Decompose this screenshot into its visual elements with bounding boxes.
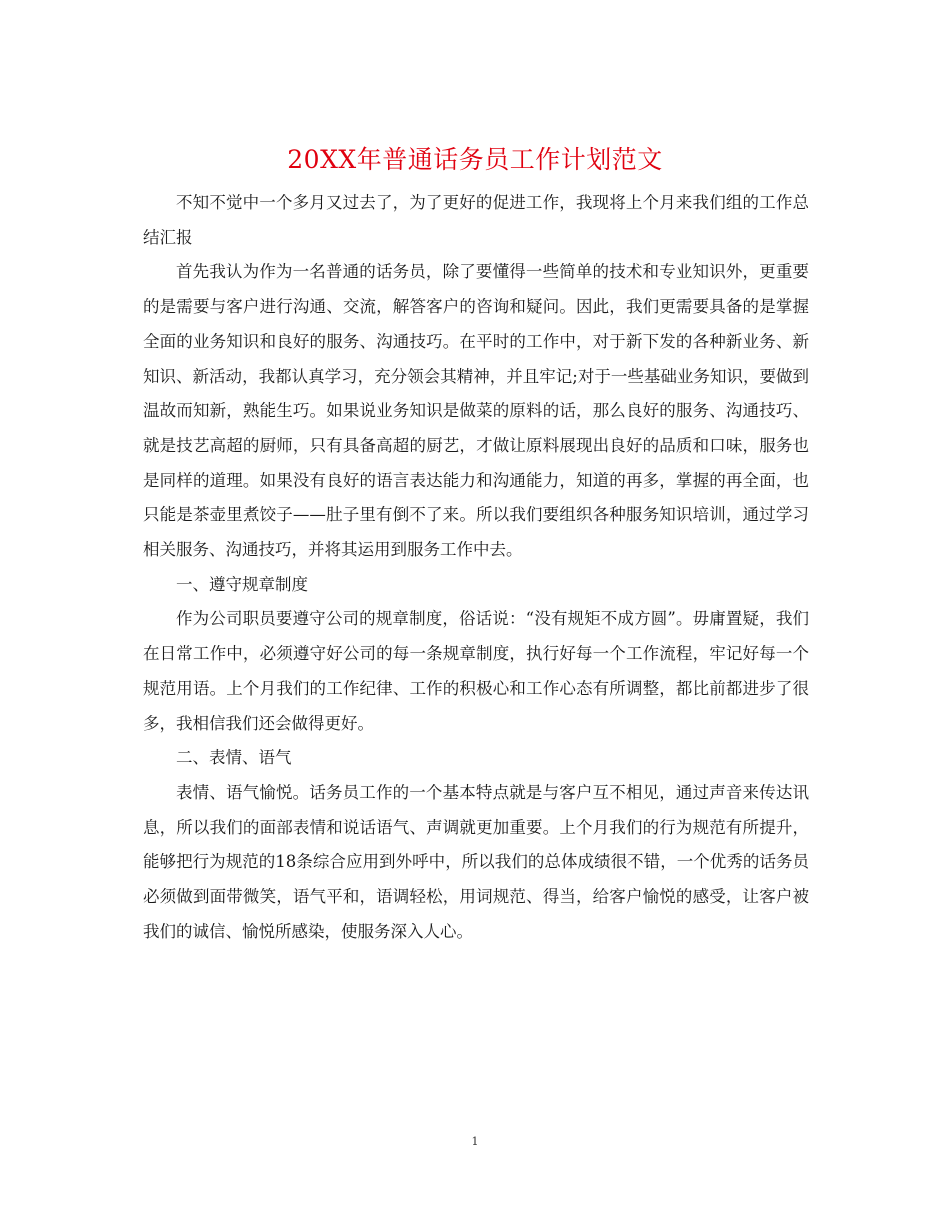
section-heading-rules: 一、遵守规章制度	[176, 574, 308, 594]
document-body	[143, 186, 809, 949]
document-title: 20XX年普通话务员工作计划范文	[287, 145, 663, 174]
page-number: 1	[471, 1135, 479, 1148]
paragraph-intro: 不知不觉中一个多月又过去了，为了更好的促进工作，我现将上个月来我们组的工作总结汇报	[143, 193, 809, 247]
paragraph-communication-skills: 首先我认为作为一名普通的话务员，除了要懂得一些简单的技术和专业知识外，更重要的是需要与客户进行沟通、交流，解答客户的咨询和疑问。因此，我们更需要具备的是掌握全面的业务知识和良好的服务、沟通技巧。在平时的工作中，对于新下发的各种新业务、新知识、新活动，我都认真学习，充分领会其精神，并且牢记;对于一些基础业务知识，要做到温故而知新，熟能生巧。如果说业务知识是做菜的原料的话，那么良好的服务、沟通技巧、就是技艺高超的厨师，只有具备高超的厨艺，才做让原料展现出良好的品质和口味，服务也是同样的道理。如果没有良好的语言表达能力和沟通能力，知道的再多，掌握的再全面，也只能是茶壶里煮饺子——肚子里有倒不了来。所以我们要组织各种服务知识培训，通过学习相关服务、沟通技巧，并将其运用到服务工作中去。	[143, 262, 809, 560]
paragraph-rules: 作为公司职员要遵守公司的规章制度，俗话说：“没有规矩不成方圆”。毋庸置疑，我们在日常工作中，必须遵守好公司的每一条规章制度，执行好每一个工作流程，牢记好每一个规范用语。上个月我们的工作纪律、工作的积极心和工作心态有所调整，都比前都进步了很多，我相信我们还会做得更好。	[143, 609, 809, 733]
paragraph-expression: 表情、语气愉悦。话务员工作的一个基本特点就是与客户互不相见，通过声音来传达讯息，所以我们的面部表情和说话语气、声调就更加重要。上个月我们的行为规范有所提升，能够把行为规范的18条综合应用到外呼中，所以我们的总体成绩很不错，一个优秀的话务员必须做到面带微笑，语气平和，语调轻松，用词规范、得当，给客户愉悦的感受，让客户被我们的诚信、愉悦所感染，使服务深入人心。	[143, 782, 809, 941]
section-heading-expression: 二、表情、语气	[176, 748, 292, 768]
